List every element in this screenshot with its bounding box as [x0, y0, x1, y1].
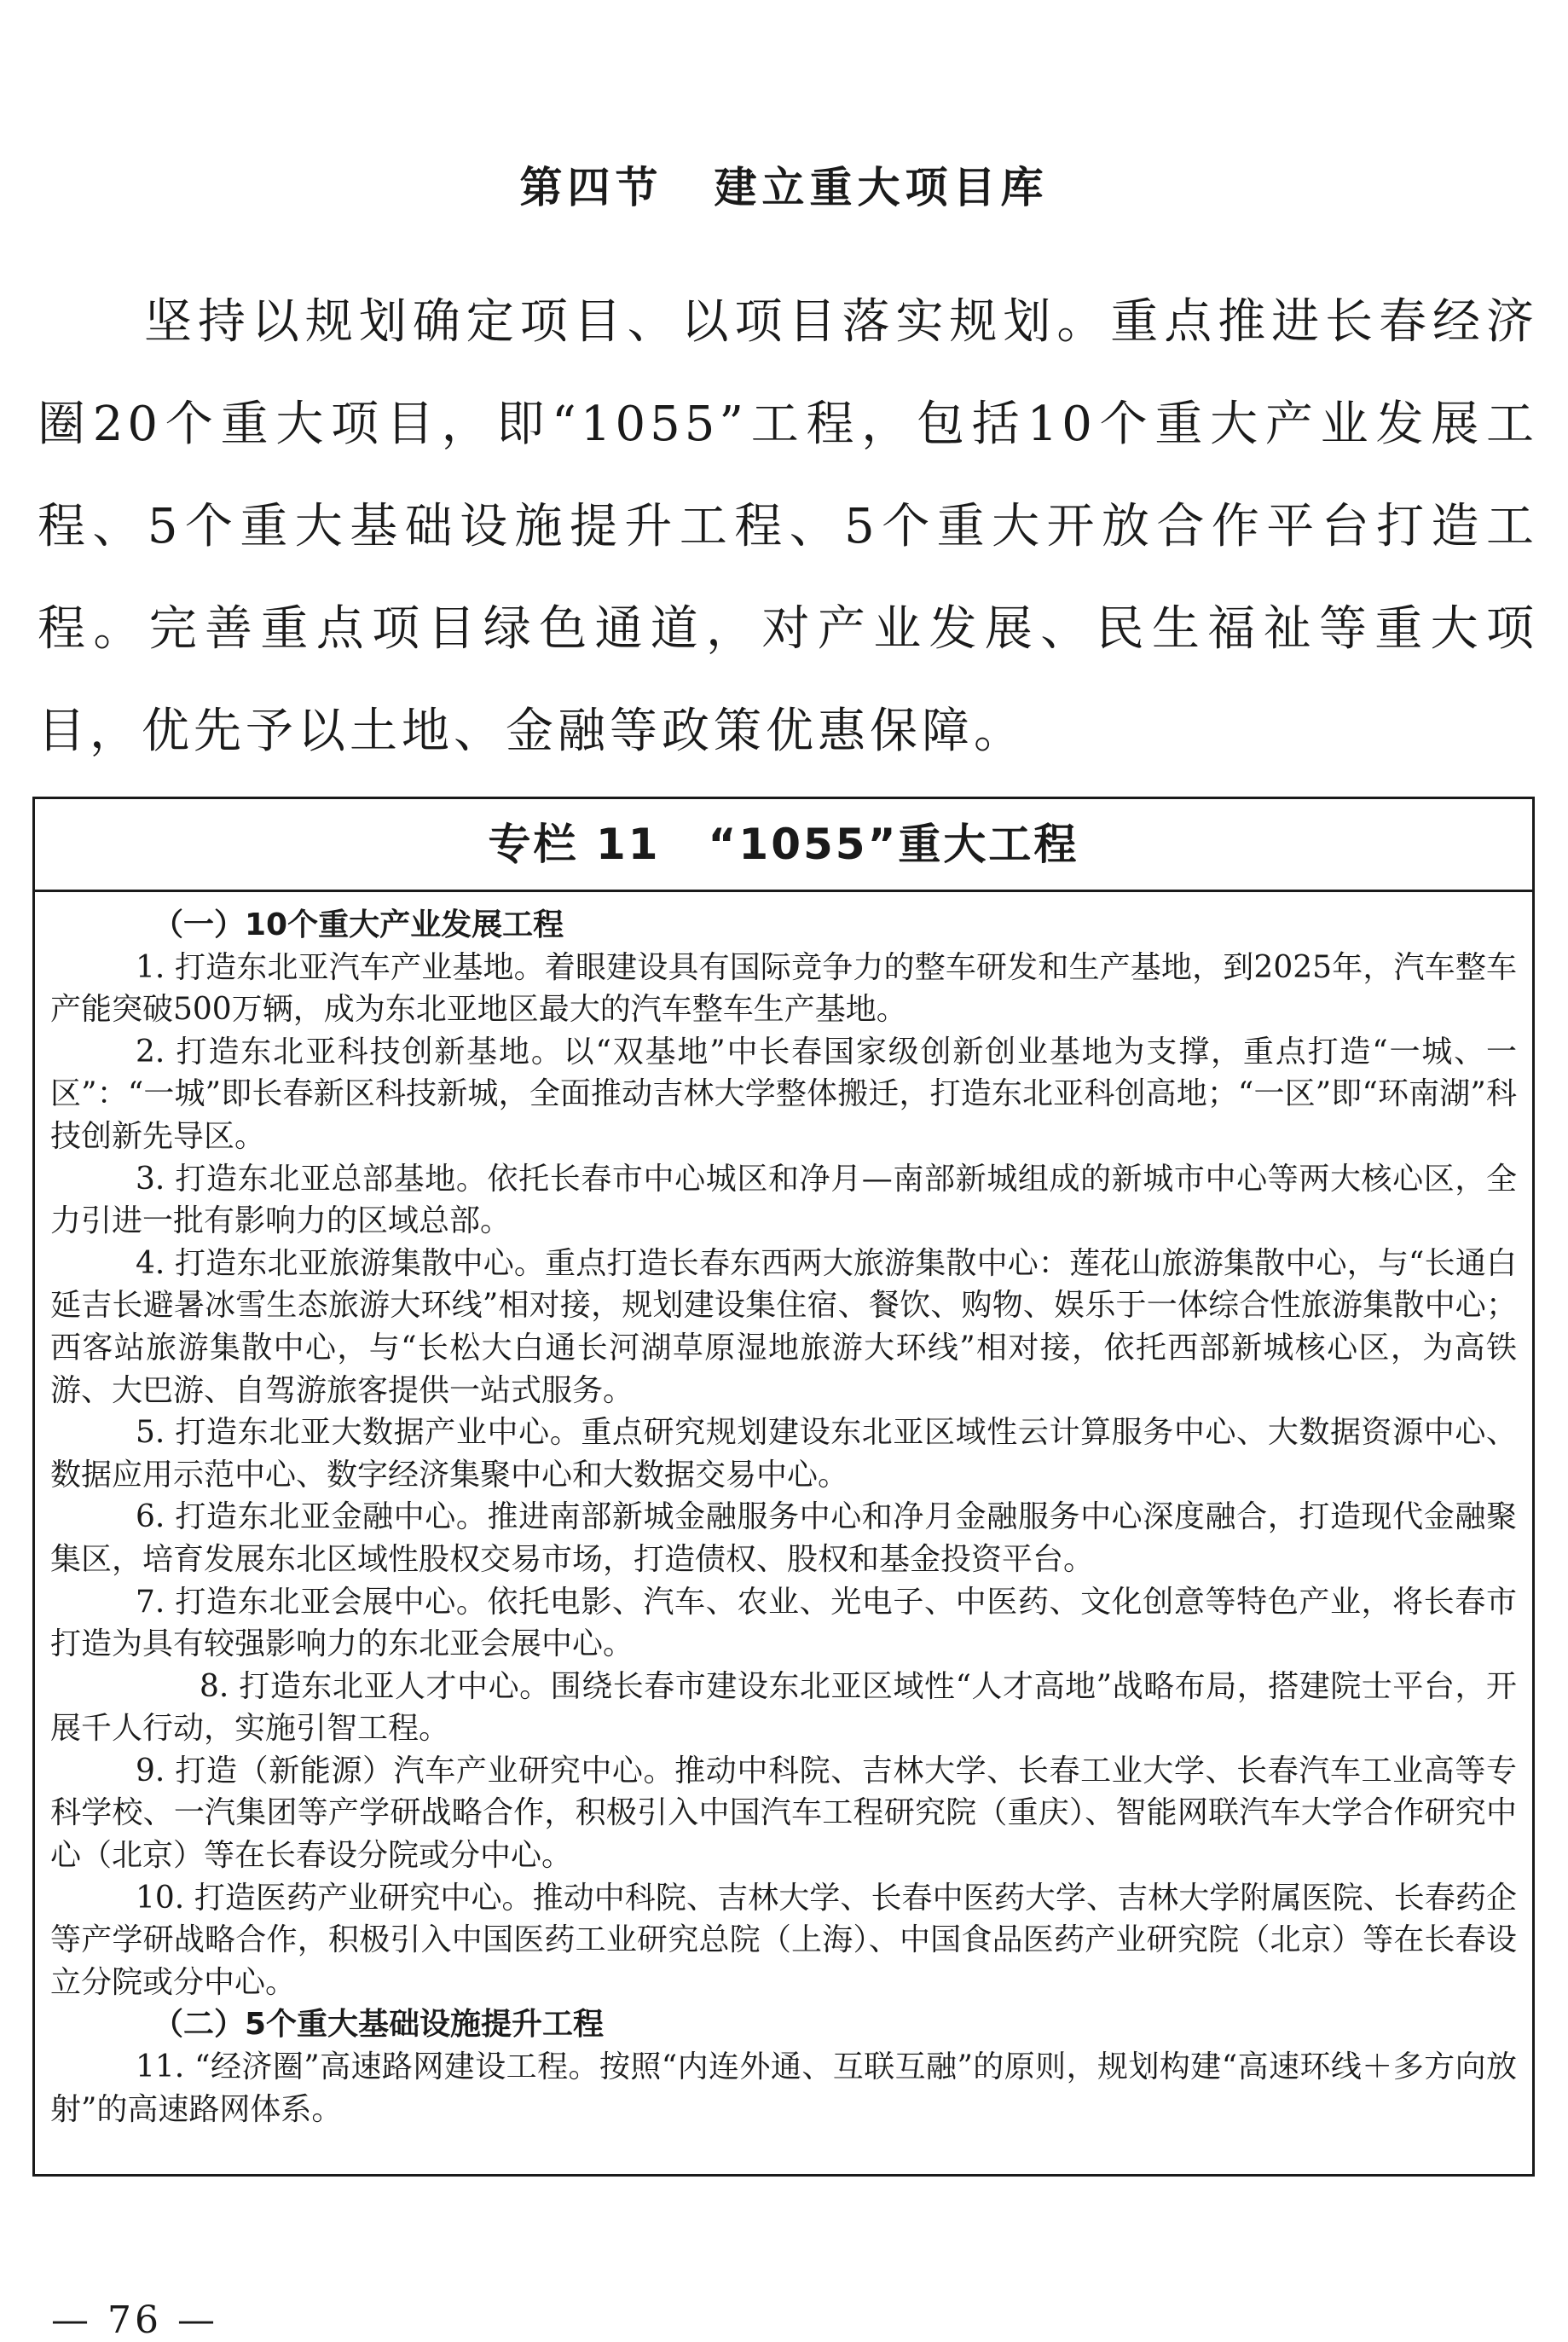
- item-paragraph: 4. 打造东北亚旅游集散中心。重点打造长春东西两大旅游集散中心：莲花山旅游集散中心，与“长通白延吉长避暑冰雪生态旅游大环线”相对接，规划建设集住宿、餐饮、购物、娱乐于一体综合性旅游集散中心；西客站旅游集散中心，与“长松大白通长河湖草原湿地旅游大环线”相对接，依托西部新城核心区，为高铁游、大巴游、自驾游旅客提供一站式服务。: [50, 1245, 1517, 1408]
- subheading-industry: （一）10个重大产业发展工程: [153, 907, 564, 942]
- item-paragraph: 1. 打造东北亚汽车产业基地。着眼建设具有国际竞争力的整车研发和生产基地，到2025年，汽车整车产能突破500万辆，成为东北亚地区最大的汽车整车生产基地。: [50, 949, 1517, 1028]
- item-paragraph: 5. 打造东北亚大数据产业中心。重点研究规划建设东北亚区域性云计算服务中心、大数据资源中心、数据应用示范中心、数字经济集聚中心和大数据交易中心。: [50, 1415, 1517, 1493]
- item-paragraph: 6. 打造东北亚金融中心。推进南部新城金融服务中心和净月金融服务中心深度融合，打造现代金融聚集区，培育发展东北区域性股权交易市场，打造债权、股权和基金投资平台。: [50, 1499, 1517, 1577]
- feature-box: [32, 797, 1535, 2177]
- item-paragraph: 3. 打造东北亚总部基地。依托长春市中心城区和净月—南部新城组成的新城市中心等两大核心区，全力引进一批有影响力的区域总部。: [50, 1161, 1517, 1239]
- item-paragraph: 9. 打造（新能源）汽车产业研究中心。推动中科院、吉林大学、长春工业大学、长春汽车工业高等专科学校、一汽集团等产学研战略合作，积极引入中国汽车工程研究院（重庆）、智能网联汽车大学合作研究中心（北京）等在长春设分院或分中心。: [50, 1753, 1517, 1874]
- box-body: [35, 892, 1532, 2130]
- item-paragraph: 11. “经济圈”高速路网建设工程。按照“内连外通、互联互融”的原则，规划构建“高速环线＋多方向放射”的高速路网体系。: [50, 2049, 1517, 2127]
- section-title: 建立重大项目库: [714, 163, 1049, 212]
- section-number: 第四节: [519, 163, 663, 212]
- item-paragraph: 7. 打造东北亚会展中心。依托电影、汽车、农业、光电子、中医药、文化创意等特色产业，将长春市打造为具有较强影响力的东北亚会展中心。: [50, 1584, 1517, 1662]
- box-title-prefix: 专栏 11: [488, 820, 661, 869]
- section-heading: [0, 154, 1568, 222]
- intro-paragraph: 坚持以规划确定项目、以项目落实规划。重点推进长春经济圈20个重大项目，即“1055”工程，包括10个重大产业发展工程、5个重大基础设施提升工程、5个重大开放合作平台打造工程。完善重点项目绿色通道，对产业发展、民生福祉等重大项目，优先予以土地、金融等政策优惠保障。: [38, 294, 1538, 759]
- box-title-main: “1055”重大工程: [708, 820, 1079, 869]
- box-title: [35, 799, 1532, 892]
- page-number: — 76 —: [51, 2299, 218, 2342]
- subheading-infrastructure: （二）5个重大基础设施提升工程: [153, 2007, 605, 2043]
- item-paragraph: 8. 打造东北亚人才中心。围绕长春市建设东北亚区域性“人才高地”战略布局，搭建院士平台，开展千人行动，实施引智工程。: [50, 1668, 1517, 1747]
- item-paragraph: 10. 打造医药产业研究中心。推动中科院、吉林大学、长春中医药大学、吉林大学附属医院、长春药企等产学研战略合作，积极引入中国医药工业研究总院（上海）、中国食品医药产业研究院（北京）等在长春设立分院或分中心。: [50, 1880, 1517, 2000]
- item-paragraph: 2. 打造东北亚科技创新基地。以“双基地”中长春国家级创新创业基地为支撑，重点打造“一城、一区”：“一城”即长春新区科技新城，全面推动吉林大学整体搬迁，打造东北亚科创高地；“一区”即“环南湖”科技创新先导区。: [50, 1034, 1517, 1154]
